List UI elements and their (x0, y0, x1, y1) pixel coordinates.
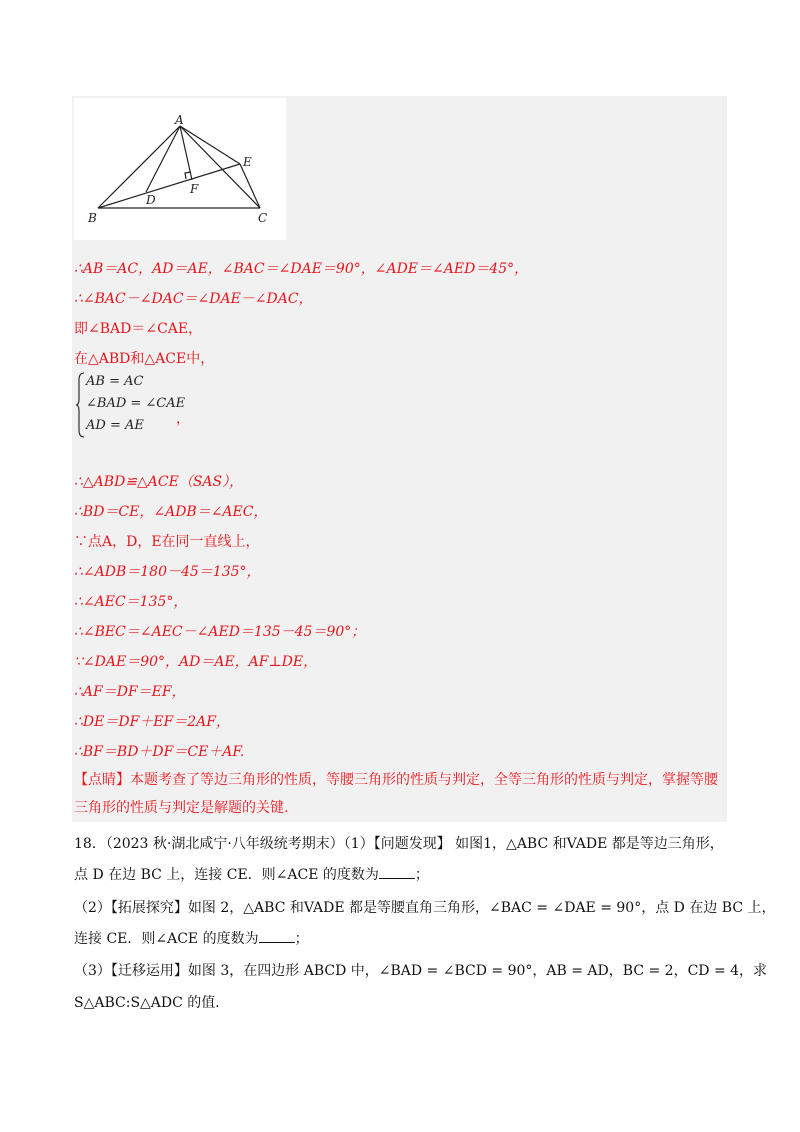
solution-line-5: ∴△ABD≌△ACE（SAS）， (74, 474, 244, 490)
remark-paragraph: 【点睛】本题考查了等边三角形的性质，等腰三角形的性质与判定，全等三角形的性质与判定，掌握等腰三角形的性质与判定是解题的关键. (74, 772, 718, 816)
geometry-figure (74, 98, 286, 240)
system-eq-2: ∠BAD = ∠CAE (86, 396, 186, 411)
label-a: A (175, 113, 184, 127)
question-line-2-text: 点 D 在边 BC 上，连接 CE．则∠ACE 的度数为 (74, 867, 379, 883)
solution-line-9: ∴∠AEC＝135°， (74, 594, 188, 610)
brace-icon (76, 372, 86, 438)
solution-line-8: ∴∠ADB＝180－45＝135°， (74, 564, 261, 580)
question-line-4-end: ； (294, 931, 309, 947)
solution-line-4: 在△ABD和△ACE中， (74, 351, 215, 367)
answer-blank-2[interactable] (259, 928, 295, 943)
question-line-1: 18．（2023 秋·湖北咸宁·八年级统考期末）（1）【问题发现】 如图1，△ABC 和VADE 都是等边三角形， (74, 836, 724, 852)
triangle-diagram (74, 98, 286, 240)
question-line-4-text: 连接 CE．则∠ACE 的度数为 (74, 931, 259, 947)
label-f: F (190, 182, 199, 196)
solution-line-14: ∴BF＝BD＋DF＝CE＋AF. (74, 744, 245, 760)
question-line-2-end: ； (414, 867, 429, 883)
solution-line-2: ∴∠BAC－∠DAC＝∠DAE－∠DAC， (74, 291, 313, 307)
question-line-3: （2）【拓展探究】如图 2，△ABC 和VADE 都是等腰直角三角形，∠BAC = ∠DAE = 90°，点 D 在边 BC 上， (74, 900, 776, 916)
question-line-2 (74, 864, 734, 885)
equation-system (76, 372, 216, 442)
question-line-4 (74, 928, 734, 949)
system-comma: ， (176, 411, 190, 427)
system-eq-1: AB = AC (86, 374, 144, 389)
label-b: B (88, 211, 97, 225)
label-d: D (146, 193, 156, 207)
solution-line-3: 即∠BAD＝∠CAE， (74, 321, 203, 337)
system-eq-3: AD = AE (86, 418, 144, 433)
label-e: E (243, 155, 252, 169)
label-c: C (258, 211, 268, 225)
solution-line-1: ∴AB＝AC，AD＝AE，∠BAC＝∠DAE＝90°，∠ADE＝∠AED＝45°， (74, 261, 529, 277)
solution-line-6: ∴BD＝CE，∠ADB＝∠AEC， (74, 504, 268, 520)
solution-line-10: ∴∠BEC＝∠AEC－∠AED＝135－45＝90°； (74, 624, 366, 640)
solution-line-7: ∵点A，D，E在同一直线上， (74, 534, 260, 550)
question-line-6: S△ABC:S△ADC 的值． (74, 995, 230, 1011)
solution-line-12: ∴AF＝DF＝EF， (74, 684, 186, 700)
solution-line-13: ∴DE＝DF＋EF＝2AF， (74, 714, 230, 730)
question-line-5: （3）【迁移运用】如图 3，在四边形 ABCD 中，∠BAD = ∠BCD = 90°，AB = AD，BC = 2，CD = 4，求 (74, 963, 768, 979)
solution-line-11: ∵∠DAE＝90°，AD＝AE，AF⊥DE， (74, 654, 318, 670)
answer-blank-1[interactable] (379, 864, 415, 879)
